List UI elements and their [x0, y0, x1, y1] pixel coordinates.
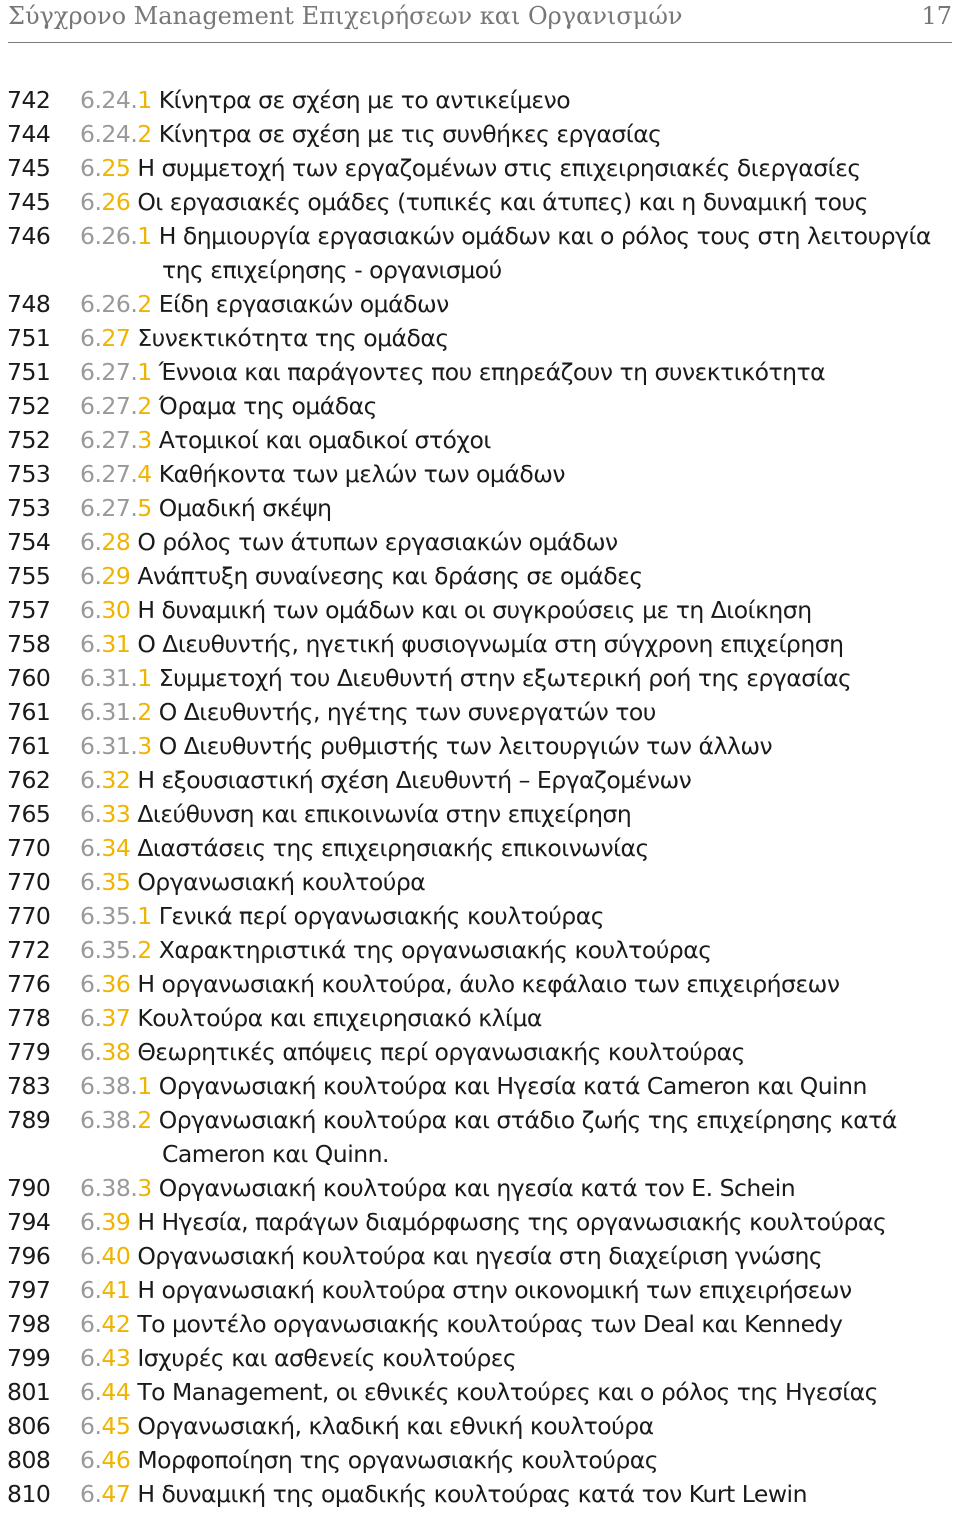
section-title: Η δημιουργία εργασιακών ομάδων και ο ρόλος τους στη λειτουργία [158, 222, 931, 250]
toc-entry-text [80, 1171, 960, 1205]
toc-entry-line [80, 661, 960, 695]
toc-entry[interactable] [0, 593, 960, 627]
toc-entry-text [80, 185, 960, 219]
toc-entry-text [80, 117, 960, 151]
toc-entry[interactable] [0, 1239, 960, 1273]
toc-entry[interactable] [0, 525, 960, 559]
toc-page-number: 810 [7, 1480, 51, 1508]
toc-entry[interactable] [0, 151, 960, 185]
running-header [8, 0, 952, 43]
section-number-prefix: 6.27. [80, 494, 138, 522]
toc-entry-line [80, 1001, 960, 1035]
section-number-suffix: 44 [101, 1378, 131, 1406]
toc-entry-line [80, 389, 960, 423]
toc-entry[interactable] [0, 627, 960, 661]
toc-entry-line [80, 627, 960, 661]
section-number-suffix: 27 [101, 324, 131, 352]
toc-entry-line [80, 321, 960, 355]
toc-entry-line [80, 1341, 960, 1375]
section-title: Θεωρητικές απόψεις περί οργανωσιακής κουλτούρας [137, 1038, 745, 1066]
toc-entry[interactable] [0, 219, 960, 287]
section-number-prefix: 6.38. [80, 1174, 138, 1202]
toc-entry-line [80, 185, 960, 219]
toc-entry[interactable] [0, 389, 960, 423]
toc-entry[interactable] [0, 83, 960, 117]
toc-entry-text [80, 355, 960, 389]
toc-page-number: 760 [7, 664, 51, 692]
toc-page-number: 752 [7, 426, 51, 454]
toc-page-number: 789 [7, 1106, 51, 1134]
section-number-suffix: 3 [137, 1174, 152, 1202]
toc-entry-text [80, 1239, 960, 1273]
section-number-prefix: 6. [80, 1480, 102, 1508]
section-number-prefix: 6. [80, 1344, 102, 1372]
section-number-suffix: 28 [101, 528, 131, 556]
section-number-prefix: 6. [80, 154, 102, 182]
section-number-suffix: 35 [101, 868, 131, 896]
toc-entry-line [80, 967, 960, 1001]
toc-entry-text [80, 899, 960, 933]
toc-page-number: 801 [7, 1378, 51, 1406]
section-title: Χαρακτηριστικά της οργανωσιακής κουλτούρας [158, 936, 712, 964]
section-number-suffix: 1 [137, 358, 152, 386]
toc-entry-text [80, 763, 960, 797]
toc-entry-line [80, 1205, 960, 1239]
toc-page-number: 798 [7, 1310, 51, 1338]
toc-entry-line [80, 1307, 960, 1341]
section-number-prefix: 6. [80, 630, 102, 658]
section-number-prefix: 6.26. [80, 222, 138, 250]
section-number-prefix: 6. [80, 868, 102, 896]
toc-page-number: 808 [7, 1446, 51, 1474]
toc-entry-text [80, 1307, 960, 1341]
toc-page-number: 765 [7, 800, 51, 828]
toc-entry[interactable] [0, 661, 960, 695]
section-number-suffix: 2 [137, 290, 152, 318]
toc-page-number: 757 [7, 596, 51, 624]
toc-entry-text [80, 83, 960, 117]
toc-entry-line [80, 933, 960, 967]
section-number-suffix: 40 [101, 1242, 131, 1270]
toc-entry[interactable] [0, 117, 960, 151]
toc-entry[interactable] [0, 763, 960, 797]
toc-entry-line [80, 1103, 960, 1137]
section-title: Η εξουσιαστική σχέση Διευθυντή – Εργαζομένων [137, 766, 692, 794]
section-number-suffix: 1 [137, 86, 152, 114]
toc-page-number: 753 [7, 460, 51, 488]
toc-entry-line [80, 491, 960, 525]
toc-entry[interactable] [0, 1273, 960, 1307]
toc-entry[interactable] [0, 1103, 960, 1171]
section-number-prefix: 6.24. [80, 120, 138, 148]
section-number-suffix: 1 [137, 1072, 152, 1100]
toc-entry-line [80, 423, 960, 457]
section-number-prefix: 6.35. [80, 902, 138, 930]
toc-page-number: 783 [7, 1072, 51, 1100]
toc-page-number: 754 [7, 528, 51, 556]
section-number-prefix: 6. [80, 1276, 102, 1304]
toc-entry[interactable] [0, 185, 960, 219]
toc-page-number: 755 [7, 562, 51, 590]
toc-page-number: 770 [7, 902, 51, 930]
toc-entry-text [80, 219, 960, 287]
section-title: Οργανωσιακή κουλτούρα και Ηγεσία κατά Cameron και Quinn [158, 1072, 867, 1100]
section-number-prefix: 6. [80, 1310, 102, 1338]
section-number-suffix: 31 [101, 630, 131, 658]
section-title: Η συμμετοχή των εργαζομένων στις επιχειρησιακές διεργασίες [137, 154, 861, 182]
section-number-prefix: 6. [80, 1446, 102, 1474]
toc-entry-text [80, 1069, 960, 1103]
section-number-prefix: 6.31. [80, 664, 138, 692]
section-number-prefix: 6. [80, 1208, 102, 1236]
toc-entry-text [80, 457, 960, 491]
section-number-suffix: 5 [137, 494, 152, 522]
toc-entry-text [80, 1205, 960, 1239]
section-title: Συνεκτικότητα της ομάδας [137, 324, 449, 352]
section-title: Το μοντέλο οργανωσιακής κουλτούρας των Deal και Kennedy [137, 1310, 843, 1338]
toc-entry-text [80, 933, 960, 967]
toc-entry-text [80, 1001, 960, 1035]
toc-entry[interactable] [0, 321, 960, 355]
toc-page-number: 745 [7, 154, 51, 182]
toc-entry[interactable] [0, 1375, 960, 1409]
section-number-suffix: 1 [137, 902, 152, 930]
section-number-prefix: 6. [80, 324, 102, 352]
toc-entry[interactable] [0, 1001, 960, 1035]
toc-page-number: 778 [7, 1004, 51, 1032]
toc-entry-line [80, 1477, 960, 1511]
section-number-suffix: 29 [101, 562, 131, 590]
toc-entry-line [80, 559, 960, 593]
toc-entry[interactable] [0, 695, 960, 729]
section-title: Ισχυρές και ασθενείς κουλτούρες [137, 1344, 517, 1372]
toc-entry-text [80, 1273, 960, 1307]
toc-entry-text [80, 1443, 960, 1477]
toc-entry-text [80, 423, 960, 457]
toc-entry-text [80, 1035, 960, 1069]
toc-entry-text [80, 389, 960, 423]
section-number-suffix: 42 [101, 1310, 131, 1338]
section-number-prefix: 6. [80, 1378, 102, 1406]
toc-entry-line [80, 117, 960, 151]
section-number-prefix: 6.35. [80, 936, 138, 964]
toc-entry[interactable] [0, 457, 960, 491]
table-of-contents [0, 83, 960, 1511]
section-number-suffix: 47 [101, 1480, 131, 1508]
section-title: Είδη εργασιακών ομάδων [158, 290, 449, 318]
section-number-suffix: 39 [101, 1208, 131, 1236]
section-title: Ο Διευθυντής ρυθμιστής των λειτουργιών των άλλων [158, 732, 773, 760]
section-number-prefix: 6. [80, 188, 102, 216]
toc-entry-line [80, 457, 960, 491]
section-number-prefix: 6. [80, 766, 102, 794]
toc-entry-line [80, 899, 960, 933]
toc-entry[interactable] [0, 491, 960, 525]
section-title: Οργανωσιακή κουλτούρα και στάδιο ζωής της επιχείρησης κατά [158, 1106, 897, 1134]
toc-entry[interactable] [0, 559, 960, 593]
section-number-suffix: 2 [137, 936, 152, 964]
section-title: Κίνητρα σε σχέση με το αντικείμενο [158, 86, 571, 114]
toc-entry[interactable] [0, 899, 960, 933]
toc-page-number: 758 [7, 630, 51, 658]
toc-entry-text [80, 1341, 960, 1375]
section-title: Μορφοποίηση της οργανωσιακής κουλτούρας [137, 1446, 659, 1474]
section-number-suffix: 30 [101, 596, 131, 624]
section-number-prefix: 6.38. [80, 1072, 138, 1100]
toc-entry-text [80, 729, 960, 763]
toc-page-number: 797 [7, 1276, 51, 1304]
toc-entry-text [80, 593, 960, 627]
section-number-suffix: 34 [101, 834, 131, 862]
toc-page-number: 772 [7, 936, 51, 964]
book-title: Σύγχρονο Management Επιχειρήσεων και Οργανισμών [8, 2, 683, 30]
toc-entry-text [80, 797, 960, 831]
section-title: Οι εργασιακές ομάδες (τυπικές και άτυπες) και η δυναμική τους [137, 188, 868, 216]
section-number-suffix: 25 [101, 154, 131, 182]
section-title-continuation: της επιχείρησης - οργανισμού [162, 256, 502, 284]
section-number-prefix: 6. [80, 1038, 102, 1066]
section-title-continuation: Cameron και Quinn. [162, 1140, 389, 1168]
section-number-suffix: 4 [137, 460, 152, 488]
toc-entry-text [80, 321, 960, 355]
section-number-prefix: 6.27. [80, 460, 138, 488]
toc-page-number: 742 [7, 86, 51, 114]
toc-entry[interactable] [0, 831, 960, 865]
section-number-prefix: 6. [80, 562, 102, 590]
toc-entry-text [80, 967, 960, 1001]
section-number-prefix: 6. [80, 834, 102, 862]
toc-entry-line [80, 831, 960, 865]
section-title: Συμμετοχή του Διευθυντή στην εξωτερική ροή της εργασίας [158, 664, 852, 692]
toc-entry[interactable] [0, 1443, 960, 1477]
toc-page-number: 752 [7, 392, 51, 420]
toc-entry-line [80, 1035, 960, 1069]
toc-entry-line [80, 1069, 960, 1103]
toc-entry-text [80, 151, 960, 185]
section-number-prefix: 6. [80, 1412, 102, 1440]
toc-entry-text [80, 661, 960, 695]
toc-entry[interactable] [0, 423, 960, 457]
section-number-suffix: 32 [101, 766, 131, 794]
section-title: Ατομικοί και ομαδικοί στόχοι [158, 426, 491, 454]
toc-entry-line [80, 1171, 960, 1205]
toc-entry[interactable] [0, 967, 960, 1001]
section-number-suffix: 45 [101, 1412, 131, 1440]
toc-entry-line [80, 797, 960, 831]
toc-entry-text [80, 1375, 960, 1409]
toc-entry-line [80, 865, 960, 899]
section-title: Ο ρόλος των άτυπων εργασιακών ομάδων [137, 528, 618, 556]
section-number-suffix: 3 [137, 426, 152, 454]
toc-entry-text [80, 1409, 960, 1443]
toc-entry-line [80, 151, 960, 185]
toc-page-number: 746 [7, 222, 51, 250]
section-title: Καθήκοντα των μελών των ομάδων [158, 460, 566, 488]
section-number-prefix: 6. [80, 528, 102, 556]
toc-entry-line [80, 1443, 960, 1477]
section-number-suffix: 26 [101, 188, 131, 216]
toc-page-number: 779 [7, 1038, 51, 1066]
toc-page-number: 748 [7, 290, 51, 318]
section-number-suffix: 2 [137, 698, 152, 726]
section-title: Γενικά περί οργανωσιακής κουλτούρας [158, 902, 605, 930]
toc-entry-text [80, 491, 960, 525]
toc-entry[interactable] [0, 1341, 960, 1375]
toc-page-number: 770 [7, 834, 51, 862]
toc-entry[interactable] [0, 1069, 960, 1103]
section-title: Η οργανωσιακή κουλτούρα, άυλο κεφάλαιο των επιχειρήσεων [137, 970, 840, 998]
toc-page-number: 799 [7, 1344, 51, 1372]
toc-entry[interactable] [0, 729, 960, 763]
toc-entry-text [80, 559, 960, 593]
section-title: Ανάπτυξη συναίνεσης και δράσης σε ομάδες [137, 562, 643, 590]
toc-page-number: 790 [7, 1174, 51, 1202]
toc-entry-text [80, 695, 960, 729]
section-title: Όραμα της ομάδας [158, 392, 377, 420]
toc-page-number: 751 [7, 358, 51, 386]
section-number-prefix: 6. [80, 596, 102, 624]
section-title: Διαστάσεις της επιχειρησιακής επικοινωνίας [137, 834, 649, 862]
toc-entry-line [80, 219, 960, 253]
toc-entry[interactable] [0, 1477, 960, 1511]
toc-page-number: 806 [7, 1412, 51, 1440]
toc-entry-text [80, 627, 960, 661]
toc-entry[interactable] [0, 355, 960, 389]
section-title: Ο Διευθυντής, ηγετική φυσιογνωμία στη σύγχρονη επιχείρηση [137, 630, 844, 658]
toc-entry-line [80, 729, 960, 763]
toc-entry-text [80, 1103, 960, 1171]
section-number-suffix: 2 [137, 120, 152, 148]
section-number-prefix: 6.27. [80, 392, 138, 420]
toc-entry-line [80, 1409, 960, 1443]
section-title: Οργανωσιακή κουλτούρα [137, 868, 426, 896]
page-number: 17 [921, 2, 952, 30]
toc-page-number: 761 [7, 698, 51, 726]
section-number-prefix: 6. [80, 970, 102, 998]
toc-page-number: 796 [7, 1242, 51, 1270]
section-title: Οργανωσιακή κουλτούρα και ηγεσία κατά τον E. Schein [158, 1174, 796, 1202]
section-number-prefix: 6. [80, 800, 102, 828]
toc-entry[interactable] [0, 1307, 960, 1341]
toc-entry-line [80, 355, 960, 389]
toc-page-number: 745 [7, 188, 51, 216]
toc-page-number: 770 [7, 868, 51, 896]
section-number-suffix: 38 [101, 1038, 131, 1066]
toc-page-number: 761 [7, 732, 51, 760]
toc-entry-line [80, 1273, 960, 1307]
section-title: Κίνητρα σε σχέση με τις συνθήκες εργασίας [158, 120, 662, 148]
section-number-prefix: 6. [80, 1004, 102, 1032]
toc-entry-line [80, 763, 960, 797]
toc-entry[interactable] [0, 1035, 960, 1069]
section-number-prefix: 6.24. [80, 86, 138, 114]
section-title: Η δυναμική της ομαδικής κουλτούρας κατά τον Kurt Lewin [137, 1480, 807, 1508]
section-number-suffix: 33 [101, 800, 131, 828]
toc-entry-text [80, 1477, 960, 1511]
section-number-prefix: 6.27. [80, 426, 138, 454]
toc-entry[interactable] [0, 1409, 960, 1443]
section-number-prefix: 6. [80, 1242, 102, 1270]
section-number-suffix: 43 [101, 1344, 131, 1372]
section-number-suffix: 41 [101, 1276, 131, 1304]
section-title: Διεύθυνση και επικοινωνία στην επιχείρηση [137, 800, 632, 828]
section-title: Το Management, οι εθνικές κουλτούρες και ο ρόλος της Ηγεσίας [137, 1378, 878, 1406]
toc-entry[interactable] [0, 797, 960, 831]
toc-entry-line [80, 525, 960, 559]
toc-page-number: 751 [7, 324, 51, 352]
toc-entry[interactable] [0, 287, 960, 321]
section-title: Η οργανωσιακή κουλτούρα στην οικονομική των επιχειρήσεων [137, 1276, 852, 1304]
section-title: Ο Διευθυντής, ηγέτης των συνεργατών του [158, 698, 656, 726]
toc-entry-text [80, 287, 960, 321]
section-number-suffix: 2 [137, 392, 152, 420]
section-title: Η Ηγεσία, παράγων διαμόρφωσης της οργανωσιακής κουλτούρας [137, 1208, 887, 1236]
toc-page-number: 762 [7, 766, 51, 794]
toc-page-number: 753 [7, 494, 51, 522]
section-number-suffix: 1 [137, 664, 152, 692]
toc-page-number: 794 [7, 1208, 51, 1236]
section-number-prefix: 6.27. [80, 358, 138, 386]
section-title: Ομαδική σκέψη [158, 494, 332, 522]
section-number-suffix: 3 [137, 732, 152, 760]
toc-entry[interactable] [0, 1171, 960, 1205]
section-title: Έννοια και παράγοντες που επηρεάζουν τη συνεκτικότητα [158, 358, 826, 386]
toc-entry-line [80, 83, 960, 117]
section-title: Οργανωσιακή κουλτούρα και ηγεσία στη διαχείριση γνώσης [137, 1242, 823, 1270]
toc-page-number: 744 [7, 120, 51, 148]
section-title: Οργανωσιακή, κλαδική και εθνική κουλτούρα [137, 1412, 654, 1440]
toc-page-number: 776 [7, 970, 51, 998]
section-number-prefix: 6.26. [80, 290, 138, 318]
toc-entry-text [80, 831, 960, 865]
toc-entry-line [80, 695, 960, 729]
toc-entry-line [80, 287, 960, 321]
section-title: Κουλτούρα και επιχειρησιακό κλίμα [137, 1004, 542, 1032]
toc-entry-text [80, 865, 960, 899]
section-number-prefix: 6.31. [80, 732, 138, 760]
section-number-suffix: 1 [137, 222, 152, 250]
section-number-prefix: 6.31. [80, 698, 138, 726]
section-number-suffix: 2 [137, 1106, 152, 1134]
toc-entry-line [80, 593, 960, 627]
toc-entry[interactable] [0, 865, 960, 899]
toc-entry[interactable] [0, 1205, 960, 1239]
section-number-suffix: 36 [101, 970, 131, 998]
section-title: Η δυναμική των ομάδων και οι συγκρούσεις με τη Διοίκηση [137, 596, 812, 624]
toc-entry-line [80, 1375, 960, 1409]
section-number-prefix: 6.38. [80, 1106, 138, 1134]
section-number-suffix: 46 [101, 1446, 131, 1474]
toc-entry-line [80, 1239, 960, 1273]
toc-entry[interactable] [0, 933, 960, 967]
toc-entry-text [80, 525, 960, 559]
section-number-suffix: 37 [101, 1004, 131, 1032]
